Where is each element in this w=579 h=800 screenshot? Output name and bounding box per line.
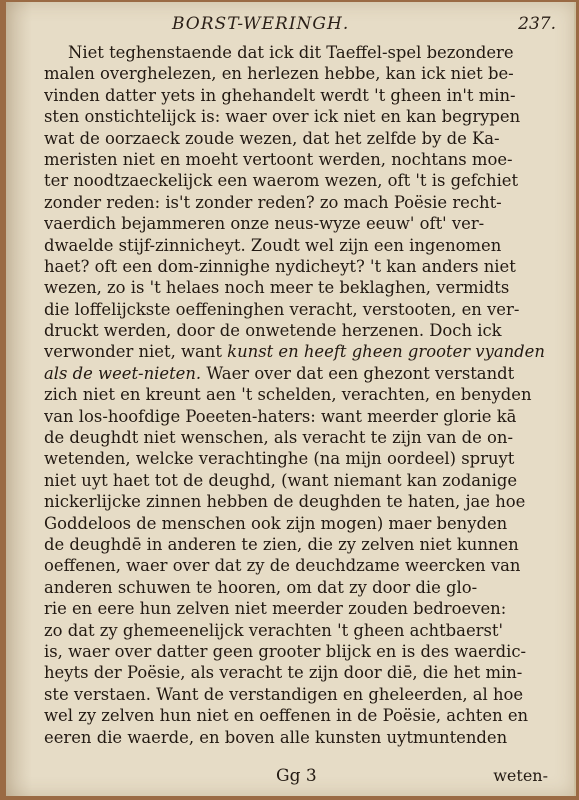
text-line: ste verstaen. Want de verstandigen en gheleerden, al hoe: [44, 684, 524, 704]
text-line: Niet teghenstaende dat ick dit Taeffel-spel bezondere: [68, 43, 514, 62]
text-line: ter noodtzaeckelijck een waerom wezen, oft 't is gefchiet: [44, 171, 519, 191]
gutter-shadow: [6, 2, 32, 796]
italic-phrase: kunst en heeft gheen grooter vyanden: [227, 342, 545, 362]
text-line: zonder reden: is't zonder reden? zo mach Poësie recht-: [44, 192, 502, 212]
running-title: BORST-WERINGH.: [172, 14, 350, 34]
text-line: wel zy zelven hun niet en oeffenen in de Poësie, achten en: [44, 706, 529, 726]
page-number: 237.: [518, 14, 556, 34]
text-line: eeren die waerde, en boven alle kunsten uytmuntenden: [44, 727, 508, 747]
text-line: rie en eere hun zelven niet meerder zouden bedroeven:: [44, 599, 507, 619]
text-line: Goddeloos de menschen ook zijn mogen) maer benyden: [44, 513, 508, 533]
text-line: die loffelijckste oeffeninghen veracht, verstooten, en ver-: [44, 299, 520, 319]
text-line-mixed: [44, 363, 564, 384]
book-page: [6, 2, 576, 796]
text-line: druckt werden, door de onwetende herzenen. Doch ick: [44, 321, 502, 341]
italic-phrase: als de weet-nieten.: [44, 363, 202, 383]
text-line: haet? oft een dom-zinnighe nydicheyt? 't kan anders niet: [44, 256, 516, 276]
text-line: wetenden, welcke verachtinghe (na mijn oordeel) spruyt: [44, 449, 515, 469]
text-line-mixed: [44, 341, 564, 362]
text-line: de deughdē in anderen te zien, die zy zelven niet kunnen: [44, 534, 519, 554]
text-line: anderen schuwen te hooren, om dat zy door die glo-: [44, 577, 478, 597]
body-text: [44, 42, 564, 748]
text-line: dwaelde stijf-zinnicheyt. Zoudt wel zijn een ingenomen: [44, 235, 502, 255]
text-line: sten onstichtelijck is: waer over ick niet en kan begrypen: [44, 107, 521, 127]
text-line: niet uyt haet tot de deughd, (want niemant kan zodanige: [44, 470, 518, 490]
text-line: wat de oorzaeck zoude wezen, dat het zelfde by de Ka-: [44, 128, 500, 148]
text-line: zo dat zy ghemeenelijck verachten 't gheen achtbaerst': [44, 620, 503, 640]
text-line: nickerlijcke zinnen hebben de deughden te haten, jae hoe: [44, 492, 526, 512]
text-line: de deughdt niet wenschen, als veracht te zijn van de on-: [44, 428, 514, 448]
running-head: [6, 12, 574, 36]
text-line: vinden datter yets in ghehandelt werdt 't gheen in't min-: [44, 85, 516, 105]
text-line: wezen, zo is 't helaes noch meer te beklaghen, vermidts: [44, 278, 510, 298]
text-segment: Waer over dat een ghezont verstandt: [206, 363, 515, 383]
text-line: meristen niet en moeht vertoont werden, nochtans moe-: [44, 149, 513, 169]
text-line: is, waer over datter geen grooter blijck en is des waerdic-: [44, 641, 527, 661]
catchword: weten-: [493, 766, 548, 785]
text-segment: verwonder niet, want: [44, 342, 222, 362]
signature-mark: Gg 3: [276, 766, 317, 786]
text-line: malen overghelezen, en herlezen hebbe, kan ick niet be-: [44, 64, 514, 84]
text-line: van los-hoofdige Poeeten-haters: want meerder glorie kā: [44, 406, 517, 426]
text-line: heyts der Poësie, als veracht te zijn door diē, die het min-: [44, 663, 523, 683]
text-line: zich niet en kreunt aen 't schelden, verachten, en benyden: [44, 385, 532, 405]
text-line: vaerdich bejammeren onze neus-wyze eeuw' oft' ver-: [44, 214, 485, 234]
text-line: oeffenen, waer over dat zy de deuchdzame weercken van: [44, 556, 521, 576]
